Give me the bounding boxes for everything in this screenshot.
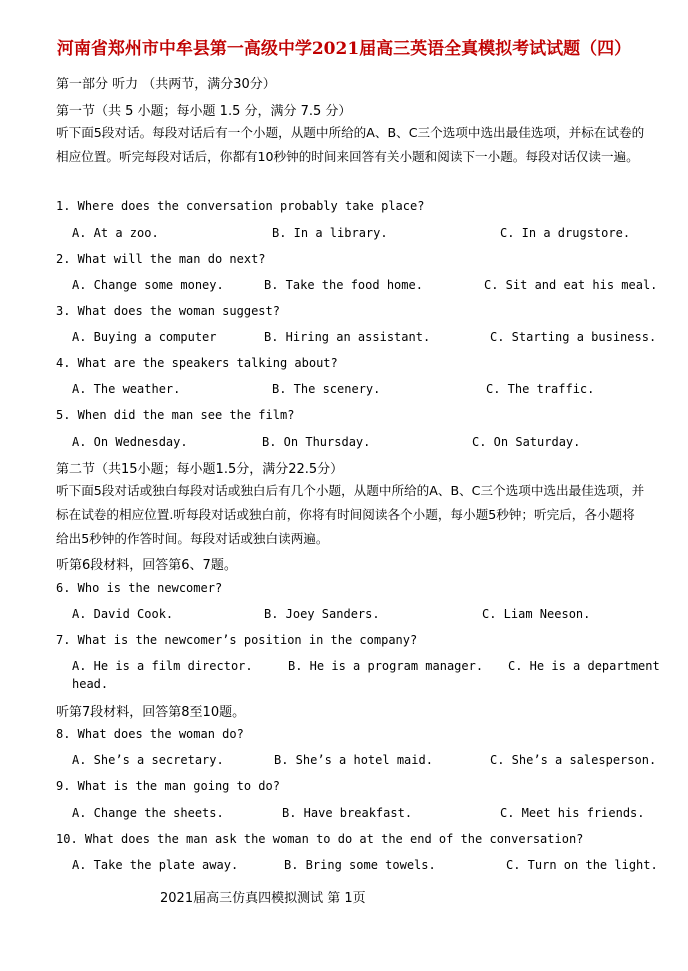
- question-3: 3. What does the woman suggest?: [56, 304, 280, 318]
- q8-option-a: A. She’s a secretary.: [72, 753, 224, 767]
- question-9: 9. What is the man going to do?: [56, 779, 280, 793]
- page-title: 河南省郑州市中牟县第一高级中学2021届高三英语全真模拟考试试题（四）: [56, 39, 632, 59]
- q6-option-b: B. Joey Sanders.: [264, 607, 380, 621]
- q9-option-b: B. Have breakfast.: [282, 806, 413, 820]
- q5-option-b: B. On Thursday.: [262, 435, 371, 449]
- q9-option-c: C. Meet his friends.: [500, 806, 645, 820]
- q7-option-a: A. He is a film director.: [72, 659, 253, 673]
- q8-option-c: C. She’s a salesperson.: [490, 753, 657, 767]
- material-6-heading: 听第6段材料，回答第6、7题。: [56, 558, 237, 573]
- question-4: 4. What are the speakers talking about?: [56, 356, 338, 370]
- q5-option-a: A. On Wednesday.: [72, 435, 188, 449]
- question-5: 5. When did the man see the film?: [56, 408, 295, 422]
- q7-option-b: B. He is a program manager.: [288, 659, 484, 673]
- question-10: 10. What does the man ask the woman to do at the end of the conversation?: [56, 832, 584, 846]
- q5-option-c: C. On Saturday.: [472, 435, 581, 449]
- q2-option-c: C. Sit and eat his meal.: [484, 278, 658, 292]
- q4-option-b: B. The scenery.: [272, 382, 381, 396]
- q4-option-c: C. The traffic.: [486, 382, 595, 396]
- section1-heading: 第一节（共 5 小题；每小题 1.5 分，满分 7.5 分）: [56, 104, 352, 119]
- q10-option-a: A. Take the plate away.: [72, 858, 239, 872]
- q10-option-b: B. Bring some towels.: [284, 858, 436, 872]
- q7-option-c: C. He is a department: [508, 659, 660, 673]
- q9-option-a: A. Change the sheets.: [72, 806, 224, 820]
- q8-option-b: B. She’s a hotel maid.: [274, 753, 433, 767]
- material-7-heading: 听第7段材料，回答第8至10题。: [56, 705, 246, 720]
- section2-heading: 第二节（共15小题；每小题1.5分，满分22.5分）: [56, 462, 344, 477]
- q2-option-b: B. Take the food home.: [264, 278, 423, 292]
- question-2: 2. What will the man do next?: [56, 252, 266, 266]
- q10-option-c: C. Turn on the light.: [506, 858, 658, 872]
- question-7: 7. What is the newcomer’s position in the company?: [56, 633, 418, 647]
- q4-option-a: A. The weather.: [72, 382, 181, 396]
- page-footer: 2021届高三仿真四模拟测试 第 1页: [160, 891, 366, 906]
- question-8: 8. What does the woman do?: [56, 727, 244, 741]
- q1-option-c: C. In a drugstore.: [500, 226, 631, 240]
- q6-option-a: A. David Cook.: [72, 607, 174, 621]
- question-6: 6. Who is the newcomer?: [56, 581, 223, 595]
- q3-option-a: A. Buying a computer: [72, 330, 217, 344]
- section2-instructions: 听下面5段对话或独白每段对话或独白后有几个小题，从题中所给的A、B、C三个选项中选出最佳选项，并标在试卷的相应位置.听每段对话或独白前，你将有时间阅读各个小题，每小题5秒钟；听完后，各小题将给出5秒钟的作答时间。每段对话或独白读两遍。: [56, 483, 645, 546]
- q3-option-c: C. Starting a business.: [490, 330, 657, 344]
- q7-option-c-continued: head.: [72, 677, 109, 691]
- q1-option-a: A. At a zoo.: [72, 226, 159, 240]
- part1-heading: 第一部分 听力 （共两节，满分30分）: [56, 77, 276, 92]
- section1-instructions: 听下面5段对话。每段对话后有一个小题，从题中所给的A、B、C三个选项中选出最佳选项，并标在试卷的相应位置。听完每段对话后，你都有10秒钟的时间来回答有关小题和阅读下一小题。每段对话仅读一遍。: [56, 125, 645, 164]
- q6-option-c: C. Liam Neeson.: [482, 607, 591, 621]
- q2-option-a: A. Change some money.: [72, 278, 224, 292]
- q1-option-b: B. In a library.: [272, 226, 388, 240]
- question-1: 1. Where does the conversation probably take place?: [56, 199, 425, 213]
- q3-option-b: B. Hiring an assistant.: [264, 330, 431, 344]
